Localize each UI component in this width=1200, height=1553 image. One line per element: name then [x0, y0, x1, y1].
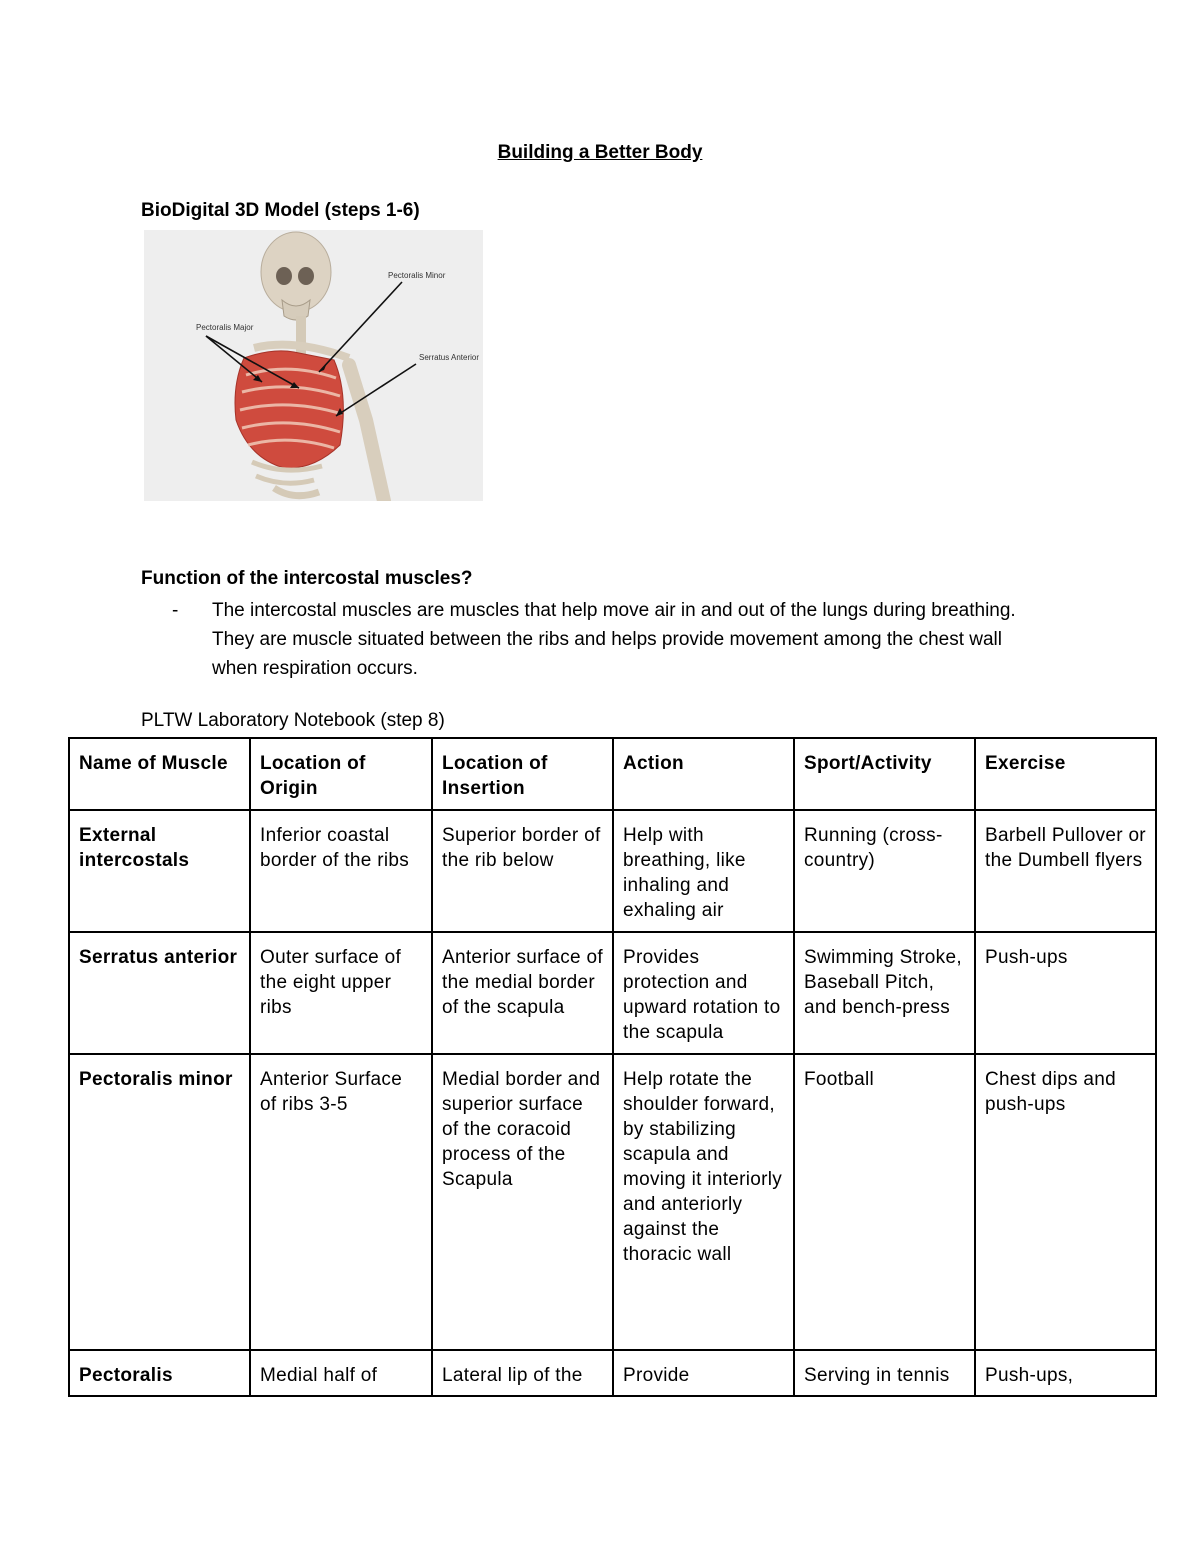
muscle-name-cell: Pectoralis minor	[69, 1054, 250, 1350]
muscle-table	[68, 737, 1157, 1397]
muscle-name-cell: Pectoralis	[69, 1350, 250, 1396]
header-cell: Location of Origin	[250, 738, 432, 810]
header-cell: Name of Muscle	[69, 738, 250, 810]
header-cell: Location of Insertion	[432, 738, 613, 810]
skeleton-illustration	[144, 230, 483, 501]
table-cell: Provide	[613, 1350, 794, 1396]
document-title: Building a Better Body	[497, 142, 703, 163]
table-cell: Outer surface of the eight upper ribs	[250, 932, 432, 1054]
section-heading: BioDigital 3D Model (steps 1-6)	[141, 200, 420, 221]
anatomy-figure	[144, 230, 483, 501]
muscle-name-cell: External intercostals	[69, 810, 250, 932]
label-pectoralis-minor: Pectoralis Minor	[388, 271, 446, 280]
header-cell: Sport/Activity	[794, 738, 975, 810]
table-row	[69, 810, 1156, 932]
table-cell: Push-ups	[975, 932, 1156, 1054]
table-cell: Football	[794, 1054, 975, 1350]
table-cell: Help rotate the shoulder forward, by stabilizing scapula and moving it interiorly and anteriorly against the thoracic wall	[613, 1054, 794, 1350]
header-cell: Action	[613, 738, 794, 810]
table-row	[69, 932, 1156, 1054]
table-caption: PLTW Laboratory Notebook (step 8)	[141, 710, 445, 731]
table-cell: Medial half of	[250, 1350, 432, 1396]
bullet-dash: -	[172, 600, 179, 621]
table-header-row	[69, 738, 1156, 810]
table-row	[69, 1350, 1156, 1396]
label-serratus-anterior: Serratus Anterior	[419, 353, 480, 362]
table-cell: Serving in tennis	[794, 1350, 975, 1396]
muscle-name-cell: Serratus anterior	[69, 932, 250, 1054]
intercostal-answer	[172, 596, 1052, 683]
header-cell: Exercise	[975, 738, 1156, 810]
table-cell: Chest dips and push-ups	[975, 1054, 1156, 1350]
table-cell: Help with breathing, like inhaling and exhaling air	[613, 810, 794, 932]
table-cell: Anterior Surface of ribs 3-5	[250, 1054, 432, 1350]
table-cell: Swimming Stroke, Baseball Pitch, and bench-press	[794, 932, 975, 1054]
label-pectoralis-major: Pectoralis Major	[196, 323, 254, 332]
table-cell: Lateral lip of the	[432, 1350, 613, 1396]
table-cell: Barbell Pullover or the Dumbell flyers	[975, 810, 1156, 932]
table-cell: Anterior surface of the medial border of the scapula	[432, 932, 613, 1054]
table-cell: Push-ups,	[975, 1350, 1156, 1396]
table-cell: Running (cross-country)	[794, 810, 975, 932]
table-cell: Medial border and superior surface of the coracoid process of the Scapula	[432, 1054, 613, 1350]
table-row	[69, 1054, 1156, 1350]
intercostal-question: Function of the intercostal muscles?	[141, 568, 473, 589]
table-cell: Superior border of the rib below	[432, 810, 613, 932]
table-cell: Provides protection and upward rotation to the scapula	[613, 932, 794, 1054]
answer-text: The intercostal muscles are muscles that help move air in and out of the lungs during breathing. They are muscle situated between the ribs and helps provide movement among the chest wall when respiration occurs.	[212, 600, 1016, 679]
table-cell: Inferior coastal border of the ribs	[250, 810, 432, 932]
